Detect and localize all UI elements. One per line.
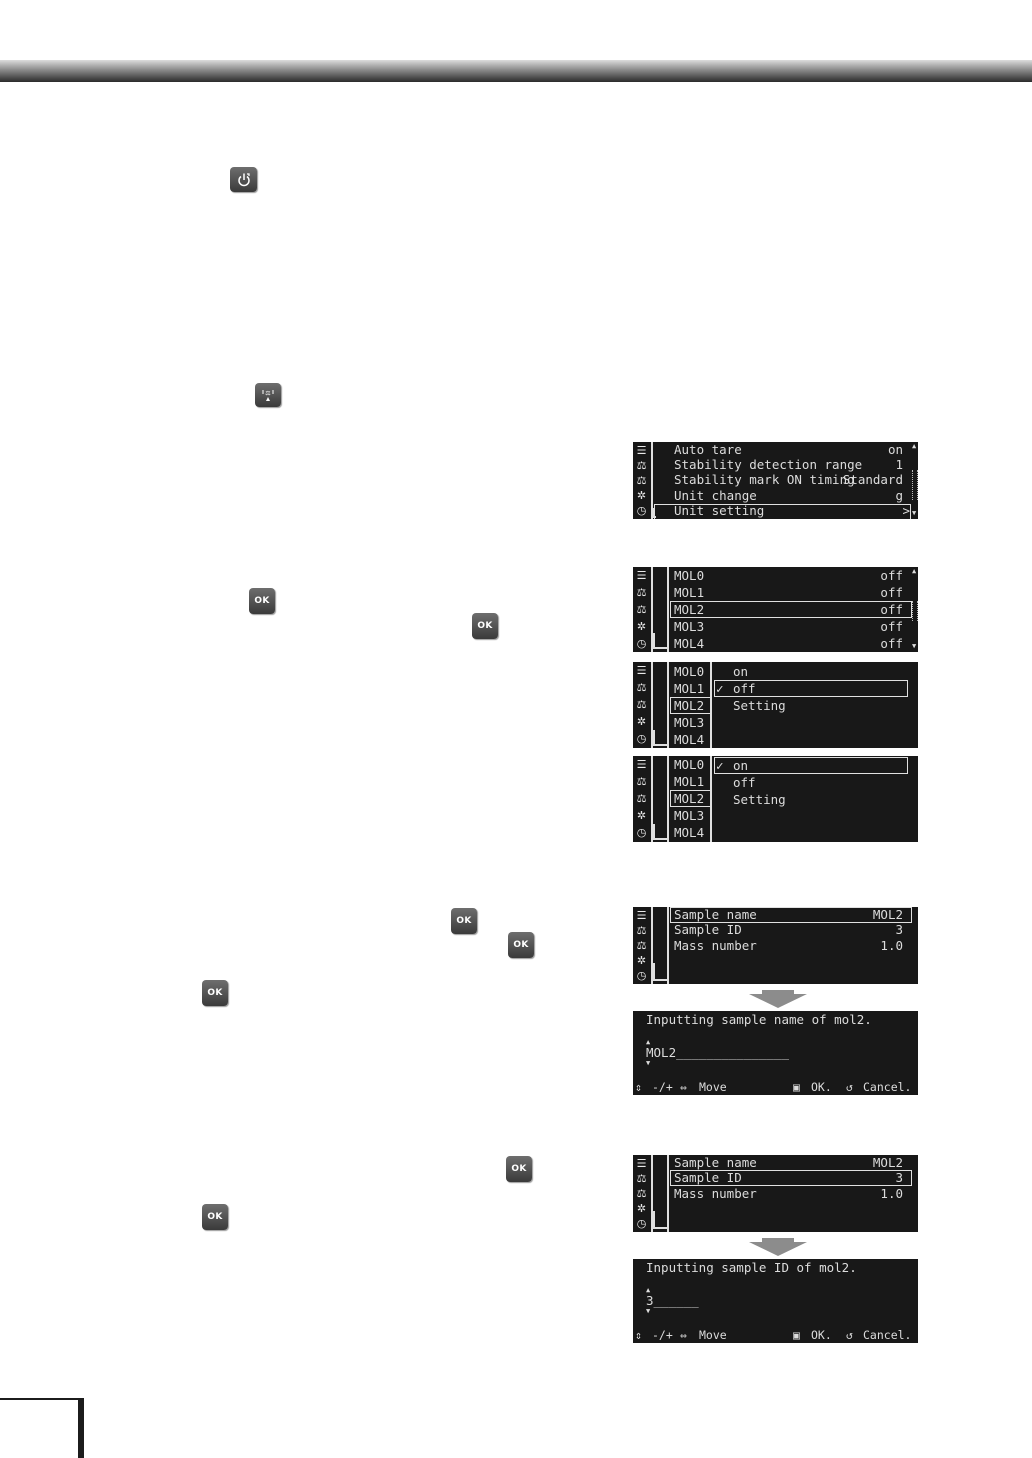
left-right-key-icon: ⇔ bbox=[680, 1080, 687, 1094]
lcd-menu-screen bbox=[633, 567, 918, 652]
balance-icon: ⚖ bbox=[636, 586, 647, 599]
scrollbar[interactable] bbox=[912, 470, 918, 500]
footer-cancel: Cancel. bbox=[863, 1080, 912, 1094]
timer-icon: ◷ bbox=[636, 637, 647, 650]
calibration-button[interactable] bbox=[255, 383, 281, 407]
list-icon: ☰ bbox=[636, 444, 647, 457]
lcd-option-screen bbox=[633, 756, 918, 842]
ok-button[interactable] bbox=[202, 980, 228, 1006]
list-item-selected[interactable]: MOL2 off bbox=[674, 602, 903, 617]
left-right-key-icon: ⇔ bbox=[680, 1328, 687, 1342]
ok-label: OK bbox=[511, 1164, 527, 1174]
balance-icon: ⚖ bbox=[636, 459, 647, 472]
list-item[interactable]: Mass number 1.0 bbox=[674, 1186, 903, 1201]
ok-label: OK bbox=[207, 1212, 223, 1222]
lcd-menu-screen bbox=[633, 442, 918, 519]
input-title: Inputting sample name of mol2. bbox=[646, 1012, 872, 1027]
weighing-settings-icon: ⚖ bbox=[636, 939, 647, 952]
power-button[interactable] bbox=[230, 167, 257, 192]
sample-id-input[interactable]: 3______ bbox=[646, 1293, 699, 1308]
scroll-up-icon: ▲ bbox=[912, 442, 917, 450]
list-item-selected[interactable]: MOL2 bbox=[674, 791, 705, 806]
option-on[interactable]: on bbox=[733, 758, 749, 773]
footer-ok: OK. bbox=[811, 1080, 832, 1094]
ok-button[interactable] bbox=[472, 613, 498, 639]
list-item[interactable]: MOL4 off bbox=[674, 636, 903, 651]
ok-label: OK bbox=[207, 988, 223, 998]
timer-icon: ◷ bbox=[636, 504, 647, 517]
gear-icon: ✲ bbox=[636, 489, 647, 502]
ok-button[interactable] bbox=[508, 932, 534, 958]
list-item[interactable]: MOL3 bbox=[674, 808, 705, 823]
option-on[interactable]: on bbox=[733, 664, 749, 679]
list-item[interactable]: MOL3 bbox=[674, 715, 705, 730]
lcd-option-screen bbox=[633, 662, 918, 748]
ok-button[interactable] bbox=[451, 908, 477, 934]
scroll-down-icon: ▼ bbox=[912, 642, 917, 650]
list-icon: ☰ bbox=[636, 1157, 647, 1170]
list-item-selected[interactable]: Unit setting > bbox=[674, 503, 910, 518]
list-item[interactable]: MOL4 bbox=[674, 732, 705, 747]
scroll-up-icon: ▲ bbox=[912, 567, 917, 575]
footer-cancel: Cancel. bbox=[863, 1328, 912, 1342]
increment-icon: ▲ bbox=[646, 1038, 651, 1046]
decrement-icon: ▼ bbox=[646, 1059, 651, 1067]
balance-icon: ⚖ bbox=[636, 681, 647, 694]
list-item[interactable]: MOL4 bbox=[674, 825, 705, 840]
weighing-settings-icon: ⚖ bbox=[636, 474, 647, 487]
sample-name-input[interactable]: MOL2_______________ bbox=[646, 1045, 789, 1060]
list-item[interactable]: Stability detection range 1 bbox=[674, 457, 903, 472]
balance-icon: ⚖ bbox=[636, 1172, 647, 1185]
ok-button[interactable] bbox=[249, 588, 275, 614]
list-item-selected[interactable]: MOL2 bbox=[674, 698, 705, 713]
weighing-settings-icon: ⚖ bbox=[636, 1187, 647, 1200]
list-item[interactable]: Stability mark ON timing Standard bbox=[674, 472, 903, 487]
up-down-key-icon: ⇕ bbox=[635, 1328, 642, 1342]
list-item[interactable]: Sample ID 3 bbox=[674, 922, 903, 937]
ok-label: OK bbox=[456, 916, 472, 926]
up-down-key-icon: ⇕ bbox=[635, 1080, 642, 1094]
gear-icon: ✲ bbox=[636, 809, 647, 822]
list-icon: ☰ bbox=[636, 569, 647, 582]
cancel-key-icon: ↺ bbox=[846, 1328, 853, 1342]
ok-label: OK bbox=[254, 596, 270, 606]
increment-icon: ▲ bbox=[646, 1286, 651, 1294]
footer-move: Move bbox=[699, 1080, 727, 1094]
input-title: Inputting sample ID of mol2. bbox=[646, 1260, 857, 1275]
timer-icon: ◷ bbox=[636, 826, 647, 839]
list-item[interactable]: Mass number 1.0 bbox=[674, 938, 903, 953]
ok-button[interactable] bbox=[202, 1204, 228, 1230]
timer-icon: ◷ bbox=[636, 1217, 647, 1230]
list-item[interactable]: Auto tare on bbox=[674, 442, 903, 457]
page-corner-mark bbox=[0, 1398, 84, 1400]
footer-plus-minus: -/+ bbox=[652, 1328, 673, 1342]
list-item-selected[interactable]: Sample ID 3 bbox=[674, 1170, 903, 1185]
ok-button[interactable] bbox=[506, 1156, 532, 1182]
menu-icon-column bbox=[633, 442, 651, 519]
gear-icon: ✲ bbox=[636, 620, 647, 633]
list-icon: ☰ bbox=[636, 758, 647, 771]
timer-icon: ◷ bbox=[636, 732, 647, 745]
cancel-key-icon: ↺ bbox=[846, 1080, 853, 1094]
footer-plus-minus: -/+ bbox=[652, 1080, 673, 1094]
list-icon: ☰ bbox=[636, 664, 647, 677]
ok-key-icon: ▣ bbox=[793, 1328, 800, 1342]
ok-label: OK bbox=[513, 940, 529, 950]
footer-move: Move bbox=[699, 1328, 727, 1342]
option-off[interactable]: off bbox=[733, 681, 756, 696]
option-setting[interactable]: Setting bbox=[733, 792, 786, 807]
scrollbar[interactable] bbox=[912, 601, 918, 621]
list-item[interactable]: MOL1 bbox=[674, 681, 705, 696]
down-arrow-icon bbox=[749, 994, 807, 1008]
ok-label: OK bbox=[477, 621, 493, 631]
lcd-input-screen bbox=[633, 1011, 918, 1095]
footer-ok: OK. bbox=[811, 1328, 832, 1342]
lcd-sample-screen bbox=[633, 1155, 918, 1232]
lcd-sample-screen bbox=[633, 907, 918, 984]
list-icon: ☰ bbox=[636, 909, 647, 922]
gear-icon: ✲ bbox=[636, 1202, 647, 1215]
down-arrow-icon bbox=[749, 1242, 807, 1256]
list-item[interactable]: MOL3 off bbox=[674, 619, 903, 634]
lcd-input-screen bbox=[633, 1259, 918, 1343]
check-icon: ✓ bbox=[716, 758, 724, 773]
gear-icon: ✲ bbox=[636, 715, 647, 728]
list-item[interactable]: Unit change g bbox=[674, 488, 903, 503]
gear-icon: ✲ bbox=[636, 954, 647, 967]
list-item[interactable]: MOL1 bbox=[674, 774, 705, 789]
list-item[interactable]: MOL0 bbox=[674, 757, 705, 772]
balance-icon: ⚖ bbox=[636, 775, 647, 788]
svg-text:⚖: ⚖ bbox=[265, 390, 271, 397]
timer-icon: ◷ bbox=[636, 969, 647, 982]
weighing-settings-icon: ⚖ bbox=[636, 603, 647, 616]
balance-icon: ⚖ bbox=[636, 924, 647, 937]
option-setting[interactable]: Setting bbox=[733, 698, 786, 713]
weighing-settings-icon: ⚖ bbox=[636, 792, 647, 805]
option-off[interactable]: off bbox=[733, 775, 756, 790]
scroll-down-icon: ▼ bbox=[912, 509, 917, 517]
header-bar bbox=[0, 60, 1032, 82]
list-item[interactable]: Sample name MOL2 bbox=[674, 1155, 903, 1170]
power-standby-icon bbox=[236, 172, 252, 188]
ok-key-icon: ▣ bbox=[793, 1080, 800, 1094]
list-item[interactable]: MOL0 off bbox=[674, 568, 903, 583]
weighing-settings-icon: ⚖ bbox=[636, 698, 647, 711]
check-icon: ✓ bbox=[716, 681, 724, 696]
list-item-selected[interactable]: Sample name MOL2 bbox=[674, 907, 903, 922]
decrement-icon: ▼ bbox=[646, 1307, 651, 1315]
list-item[interactable]: MOL0 bbox=[674, 664, 705, 679]
page-corner-mark bbox=[78, 1398, 84, 1458]
calibration-icon bbox=[260, 387, 276, 403]
list-item[interactable]: MOL1 off bbox=[674, 585, 903, 600]
